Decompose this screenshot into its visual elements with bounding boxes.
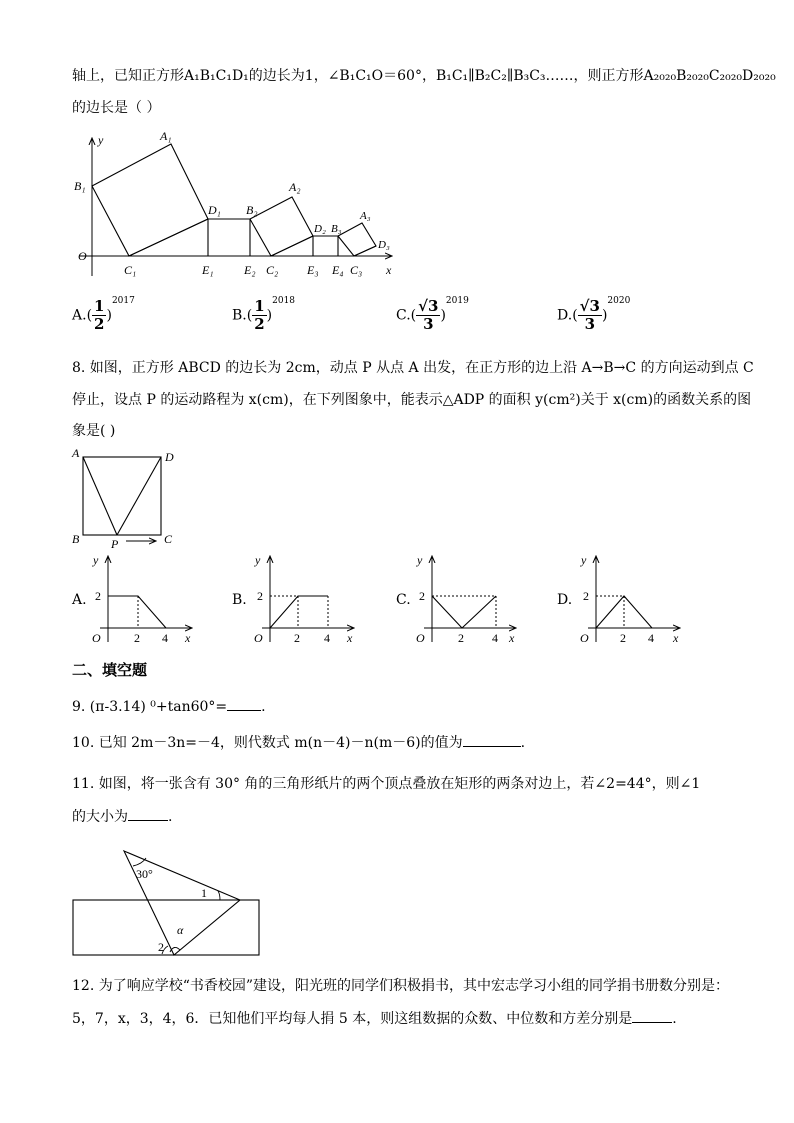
svg-text:O: O [416, 631, 425, 645]
svg-text:O: O [92, 631, 101, 645]
svg-text:4: 4 [324, 631, 330, 645]
svg-text:2: 2 [134, 631, 140, 645]
q8-option-d-graph[interactable] [576, 550, 686, 646]
section-heading: 二、填空题 [72, 661, 148, 679]
q12-line2: 5，7，x，3，4，6．已知他们平均每人捐 5 本，则这组数据的众数、中位数和方差分别是 . [72, 1008, 677, 1029]
q7-line1: 轴上，已知正方形A₁B₁C₁D₁的边长为1，∠B₁C₁O＝60°，B₁C₁∥B₂C₂∥B₃C₃……，则正方形A₂₀₂₀B₂₀₂₀C₂₀₂₀D₂₀₂₀ [72, 68, 776, 84]
svg-text:4: 4 [492, 631, 498, 645]
q8-line3: 象是( ) [72, 423, 116, 439]
q8-option-c-graph[interactable] [412, 550, 522, 646]
q8-line1: 8. 如图，正方形 ABCD 的边长为 2cm，动点 P 从点 A 出发，在正方形的边上沿 A→B→C 的方向运动到点 C [72, 360, 754, 376]
q7-label-B3: B₃ [331, 223, 342, 235]
q11-angle-2: 2 [158, 940, 164, 954]
q7-label-E4: E₄ [332, 263, 344, 277]
svg-text:x: x [509, 631, 515, 645]
q8-label-P: P [111, 537, 119, 550]
q8-square-figure [68, 444, 188, 550]
q11-line2: 的大小为 . [72, 806, 172, 827]
q7-option-d[interactable]: D.( $\frac{√3}{3}$ )$^{2020}$ [557, 296, 631, 333]
q7-label-B1: B₁ [74, 179, 86, 193]
svg-text:4: 4 [162, 631, 168, 645]
q7-squares-figure [70, 128, 400, 288]
svg-text:2: 2 [620, 631, 626, 645]
q7-label-E3: E₃ [307, 263, 319, 277]
svg-text:2: 2 [419, 589, 425, 603]
q7-label-A2: A₂ [289, 180, 301, 194]
q10: 10. 已知 2m－3n=－4，则代数式 m(n－4)－n(m－6)的值为 . [72, 732, 525, 753]
svg-text:y: y [417, 553, 423, 567]
q8-label-A: A [72, 446, 80, 460]
q8-option-b-graph[interactable] [250, 550, 360, 646]
q8-label-B: B [72, 532, 80, 546]
q8-line2: 停止，设点 P 的运动路程为 x(cm)，在下列图象中，能表示△ADP 的面积 y(cm²)关于 x(cm)的函数关系的图 [72, 392, 752, 408]
q7-label-O: O [78, 249, 87, 263]
q7-label-E1: E₁ [202, 263, 214, 277]
svg-text:O: O [580, 631, 589, 645]
q7-option-a[interactable]: A.( $\frac{1}{2}$ )$^{2017}$ [72, 296, 135, 333]
q8-option-d-label[interactable]: D. [557, 592, 573, 608]
q10-answer-blank[interactable] [463, 732, 521, 747]
q7-label-C1: C₁ [124, 263, 137, 277]
q11-line1: 11. 如图，将一张含有 30° 角的三角形纸片的两个顶点叠放在矩形的两条对边上，若∠2=44°，则∠1 [72, 776, 701, 792]
q7-label-E2: E₂ [244, 263, 256, 277]
q7-label-D1: D₁ [208, 203, 221, 217]
q9: 9. (π-3.14) ⁰+tan60°= . [72, 696, 266, 717]
svg-text:y: y [93, 553, 99, 567]
svg-text:2: 2 [583, 589, 589, 603]
q7-label-A3: A₃ [360, 210, 371, 222]
svg-text:y: y [255, 553, 261, 567]
q7-label-D3: D₃ [378, 239, 390, 251]
q7-label-D2: D₂ [314, 223, 326, 235]
svg-text:x: x [347, 631, 353, 645]
svg-text:2: 2 [95, 589, 101, 603]
q8-option-a-label[interactable]: A. [72, 592, 87, 608]
svg-text:x: x [185, 631, 191, 645]
q7-label-C2: C₂ [266, 263, 279, 277]
svg-text:y: y [581, 553, 587, 567]
q12-answer-blank[interactable] [632, 1008, 672, 1023]
svg-text:4: 4 [648, 631, 654, 645]
q7-option-c[interactable]: C.( $\frac{√3}{3}$ )$^{2019}$ [396, 296, 469, 333]
q12-line1: 12. 为了响应学校“书香校园”建设，阳光班的同学们积极捐书，其中宏志学习小组的同学捐书册数分别是： [72, 978, 730, 994]
q11-angle-alpha: α [177, 923, 184, 937]
q7-label-B2: B₂ [246, 203, 258, 217]
q8-label-D: D [165, 450, 174, 464]
q8-option-a-graph[interactable] [88, 550, 198, 646]
svg-text:2: 2 [257, 589, 263, 603]
q11-angle-1: 1 [201, 886, 207, 900]
svg-text:2: 2 [458, 631, 464, 645]
q7-line2: 的边长是（ ） [72, 100, 161, 116]
svg-text:x: x [673, 631, 679, 645]
q9-answer-blank[interactable] [227, 696, 261, 711]
q8-option-c-label[interactable]: C. [396, 592, 411, 608]
svg-text:2: 2 [294, 631, 300, 645]
q11-answer-blank[interactable] [128, 806, 168, 821]
q11-angle-30: 30° [136, 867, 153, 881]
q8-label-C: C [164, 532, 173, 546]
q7-label-C3: C₃ [350, 263, 363, 277]
q11-triangle-figure [70, 846, 262, 958]
q7-option-b[interactable]: B.( $\frac{1}{2}$ )$^{2018}$ [232, 296, 296, 333]
svg-text:O: O [254, 631, 263, 645]
q7-label-A1: A₁ [160, 129, 172, 143]
q7-label-y: y [98, 133, 104, 147]
q7-label-x: x [386, 263, 392, 277]
q8-option-b-label[interactable]: B. [232, 592, 247, 608]
